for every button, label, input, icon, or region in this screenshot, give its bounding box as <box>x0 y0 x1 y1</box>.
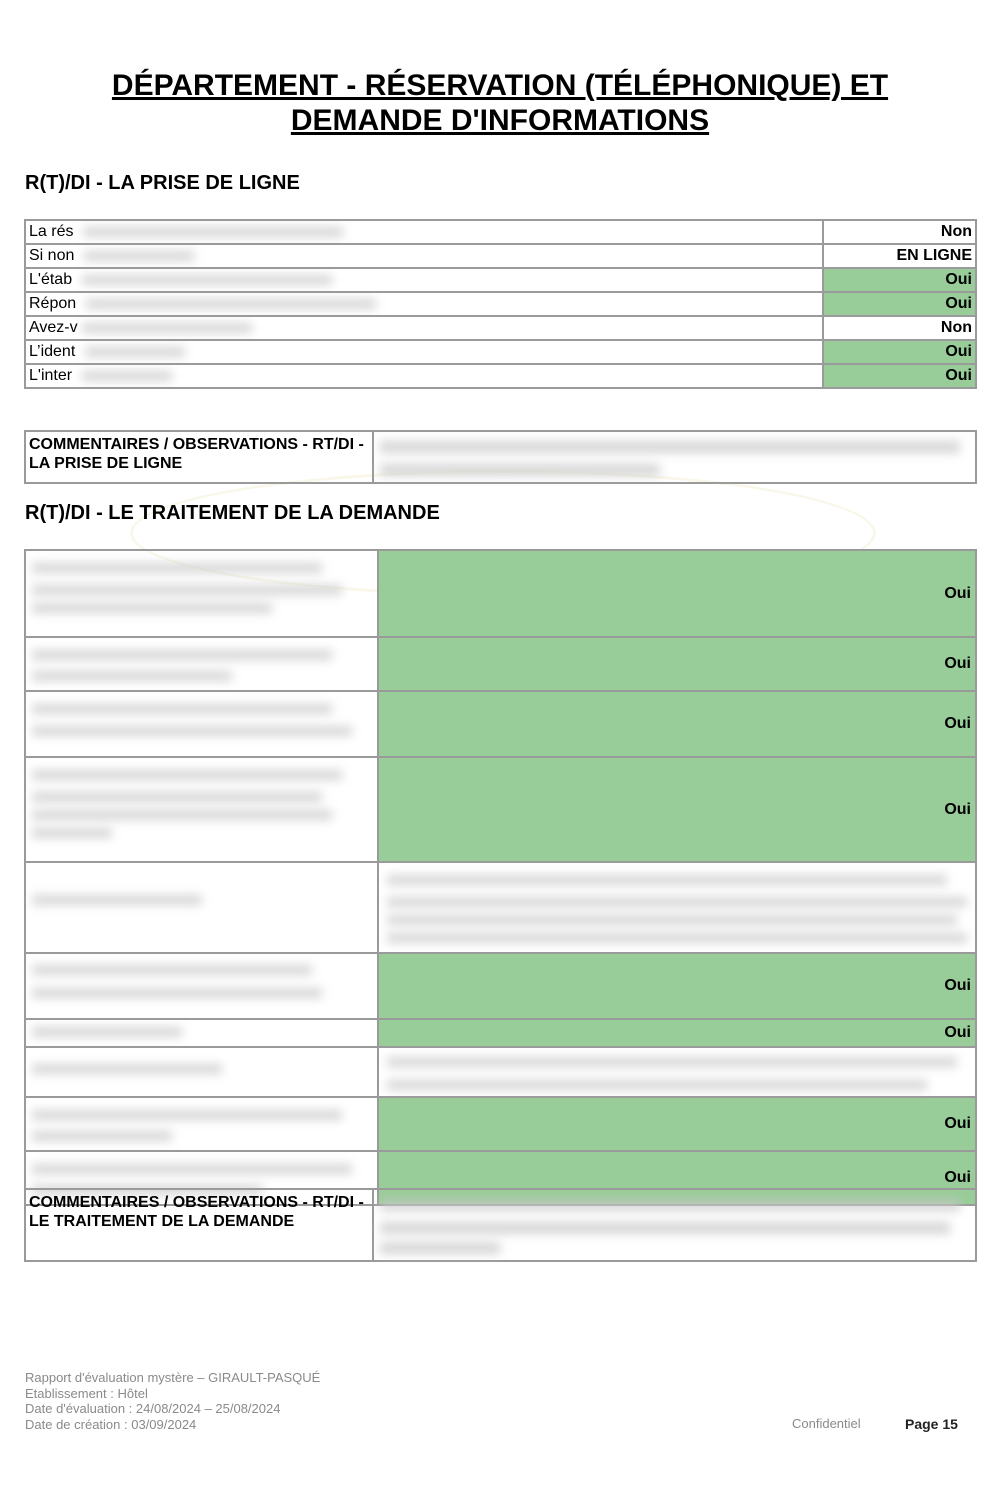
table-row <box>25 862 976 953</box>
table-row <box>25 1047 976 1097</box>
redacted-text <box>380 464 660 476</box>
redacted-text <box>32 988 322 998</box>
page-number: Page 15 <box>905 1416 958 1432</box>
redacted-text <box>32 704 332 714</box>
question-cell: Avez-v <box>25 316 823 340</box>
comment-text <box>373 431 976 483</box>
comment-label: COMMENTAIRES / OBSERVATIONS - RT/DI - LA PRISE DE LIGNE <box>25 431 373 483</box>
answer-cell: Oui <box>378 550 976 637</box>
question-cell <box>25 637 378 691</box>
redacted-text <box>380 441 960 453</box>
redacted-text <box>32 1110 342 1120</box>
redacted-text <box>83 227 343 237</box>
redacted-text <box>32 1164 352 1174</box>
answer-cell: Oui <box>378 1019 976 1047</box>
title-line-1: DÉPARTEMENT - RÉSERVATION (TÉLÉPHONIQUE) ET <box>111 69 889 102</box>
question-cell <box>25 550 378 637</box>
section1-heading: R(T)/DI - LA PRISE DE LIGNE <box>25 172 300 194</box>
redacted-text <box>32 650 332 660</box>
comment-box-prise-de-ligne <box>24 430 977 484</box>
table-row <box>25 691 976 757</box>
redacted-text <box>85 347 185 357</box>
title-line-2: DEMANDE D'INFORMATIONS <box>290 104 710 137</box>
question-cell <box>25 862 378 953</box>
redacted-text <box>32 810 332 820</box>
question-cell <box>25 1019 378 1047</box>
question-cell <box>25 1097 378 1151</box>
redacted-text <box>32 828 112 838</box>
question-cell: Répon <box>25 292 823 316</box>
section2-heading: R(T)/DI - LE TRAITEMENT DE LA DEMANDE <box>25 502 440 524</box>
table-row <box>25 953 976 1019</box>
observation-cell <box>378 862 976 953</box>
redacted-text <box>387 1057 957 1067</box>
table-row <box>25 637 976 691</box>
answer-cell: Non <box>823 220 976 244</box>
answer-cell: Oui <box>378 757 976 862</box>
page-title <box>40 68 960 138</box>
table-row <box>25 1097 976 1151</box>
redacted-text <box>387 875 947 885</box>
question-cell: L'inter <box>25 364 823 388</box>
footer-report-name: Rapport d'évaluation mystère – GIRAULT-PASQUÉ <box>25 1370 321 1385</box>
question-cell <box>25 757 378 862</box>
redacted-text <box>32 603 272 613</box>
confidential-label: Confidentiel <box>792 1416 861 1431</box>
table-row <box>25 340 976 364</box>
redacted-text <box>380 1222 950 1234</box>
table-row <box>25 292 976 316</box>
redacted-text <box>387 897 967 907</box>
answer-cell: Oui <box>378 1151 976 1205</box>
redacted-text <box>380 1242 500 1254</box>
question-cell: La rés <box>25 220 823 244</box>
table-row <box>25 364 976 388</box>
answer-cell: Oui <box>378 691 976 757</box>
answer-cell: EN LIGNE <box>823 244 976 268</box>
answer-cell: Oui <box>823 268 976 292</box>
redacted-text <box>32 563 322 573</box>
table-row <box>25 1189 976 1261</box>
redacted-text <box>387 915 957 925</box>
redacted-text <box>380 1199 960 1211</box>
redacted-text <box>82 275 332 285</box>
table-row <box>25 268 976 292</box>
redacted-text <box>32 770 342 780</box>
comment-label: COMMENTAIRES / OBSERVATIONS - RT/DI - LE TRAITEMENT DE LA DEMANDE <box>25 1189 373 1261</box>
comment-text <box>373 1189 976 1261</box>
redacted-text <box>32 792 322 802</box>
answer-cell: Non <box>823 316 976 340</box>
redacted-text <box>387 933 967 943</box>
redacted-text <box>86 299 376 309</box>
redacted-text <box>32 726 352 736</box>
table-row <box>25 1019 976 1047</box>
redacted-text <box>82 323 252 333</box>
table-row <box>25 316 976 340</box>
redacted-text <box>32 1027 182 1037</box>
answer-cell: Oui <box>823 340 976 364</box>
redacted-text <box>32 1131 172 1141</box>
redacted-text <box>387 1080 927 1090</box>
table-row <box>25 244 976 268</box>
answer-cell: Oui <box>378 637 976 691</box>
table-row <box>25 431 976 483</box>
table-row <box>25 550 976 637</box>
question-cell: Si non <box>25 244 823 268</box>
question-cell <box>25 691 378 757</box>
footer-creation-date: Date de création : 03/09/2024 <box>25 1416 197 1432</box>
table-row <box>25 757 976 862</box>
prise-de-ligne-table <box>24 219 977 389</box>
answer-cell: Oui <box>378 1097 976 1151</box>
footer-establishment: Etablissement : Hôtel <box>25 1385 148 1401</box>
footer-evaluation-date: Date d'évaluation : 24/08/2024 – 25/08/2024 <box>25 1401 281 1416</box>
comment-box-traitement-demande <box>24 1188 977 1262</box>
redacted-text <box>32 1064 222 1074</box>
question-cell: L'étab <box>25 268 823 292</box>
traitement-demande-table <box>24 549 977 1206</box>
redacted-text <box>82 371 172 381</box>
observation-cell <box>378 1047 976 1097</box>
answer-cell: Oui <box>823 364 976 388</box>
question-cell <box>25 1047 378 1097</box>
answer-cell: Oui <box>378 953 976 1019</box>
question-cell <box>25 953 378 1019</box>
redacted-text <box>32 895 202 905</box>
redacted-text <box>32 965 312 975</box>
question-cell: L’ident <box>25 340 823 364</box>
report-footer <box>25 1370 320 1432</box>
redacted-text <box>32 585 342 595</box>
table-row <box>25 220 976 244</box>
redacted-text <box>32 671 232 681</box>
answer-cell: Oui <box>823 292 976 316</box>
redacted-text <box>84 251 194 261</box>
